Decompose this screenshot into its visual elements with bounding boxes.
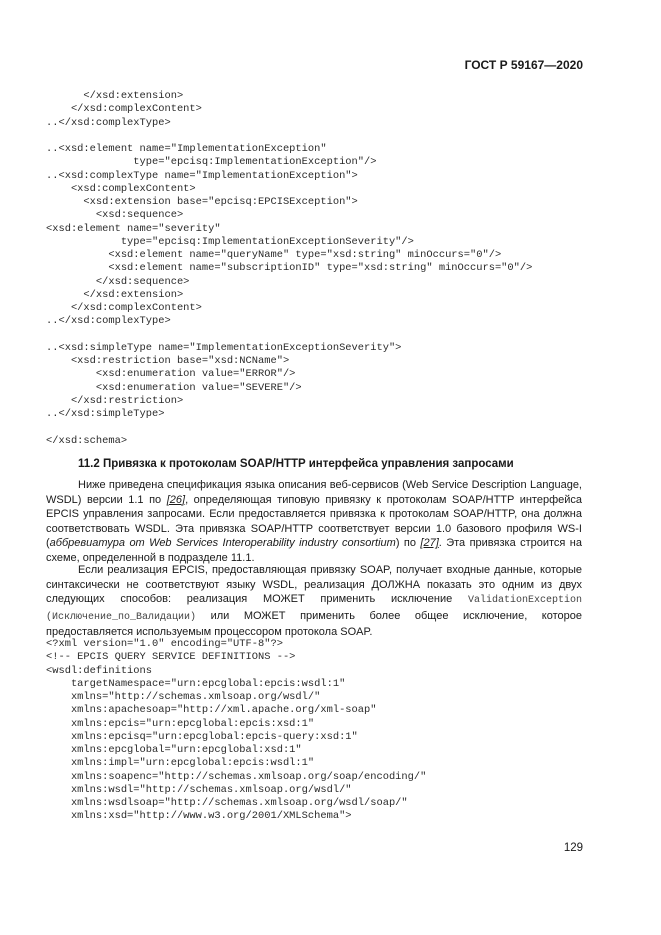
paragraph-text: ) по [395,537,421,550]
code-line: type="epcisq:ImplementationExceptionSeverity"/> [46,235,414,248]
code-line: <wsdl:definitions [46,664,153,677]
reference-link[interactable]: [27] [420,537,439,550]
code-line: targetNamespace="urn:epcglobal:epcis:wsdl:1" [46,677,346,690]
code-line: xmlns="http://schemas.xmlsoap.org/wsdl/" [46,691,321,703]
paragraph-text: или МОЖЕТ применить более общее исключение, которое предоставляется используемым процессором протокола SOAP. [46,609,582,639]
section-title: 11.2 Привязка к протоколам SOAP/HTTP интерфейса управления запросами [78,458,514,470]
code-line: xmlns:epcglobal="urn:epcglobal:xsd:1" [46,744,302,756]
page-header-standard: ГОСТ Р 59167—2020 [464,58,583,72]
paragraph-text: Ниже приведена спецификация языка описания веб-сервисов (Web Service Description Language, WSDL) версии 1.1 по [46,479,582,506]
code-line: <xsd:element name="severity" [46,222,221,235]
code-line: <xsd:element name="queryName" type="xsd:string" minOccurs="0"/> [46,249,502,261]
code-line: xmlns:impl="urn:epcglobal:epcis:wsdl:1" [46,757,315,770]
code-line: <xsd:enumeration value="ERROR"/> [46,368,296,381]
page-number: 129 [563,842,583,854]
paragraph-italic-text: аббревиатура от Web Services Interoperability industry consortium [49,537,396,550]
reference-link[interactable]: [26] [166,493,186,506]
paragraph-soap-validation [46,563,582,640]
code-line: ..<xsd:simpleType name="ImplementationExceptionSeverity"> [46,341,402,354]
code-line: <?xml version="1.0" encoding="UTF-8"?> [46,638,283,650]
paragraph-text: . Эта привязка строится на схеме, определенной в подразделе 11.1. [46,537,582,564]
code-line: xmlns:xsd="http://www.w3.org/2001/XMLSchema"> [46,810,352,823]
code-line: <xsd:complexContent> [46,182,196,195]
code-line: <xsd:sequence> [46,209,184,222]
code-line: </xsd:extension> [46,288,184,301]
code-line: <!-- EPCIS QUERY SERVICE DEFINITIONS --> [46,651,296,664]
code-line: ..<xsd:element name="ImplementationException" [46,143,327,155]
code-line: type="epcisq:ImplementationException"/> [46,156,377,169]
code-line: </xsd:sequence> [46,275,190,288]
code-line: <xsd:extension base="epcisq:EPCISException"> [46,196,358,208]
code-line: xmlns:epcis="urn:epcglobal:epcis:xsd:1" [46,717,315,730]
code-line: ..</xsd:complexType> [46,116,171,129]
code-line: xmlns:wsdlsoap="http://schemas.xmlsoap.org/wsdl/soap/" [46,797,408,809]
paragraph-text: , определяющая типовую привязку к протоколам SOAP/HTTP интерфейса EPCIS управления запросами. Если предоставляется привязка к протоколам SOAP/HTTP, она должна соответствовать WSDL. Эта привязка SOAP/HTTP соответствует версии 1.0 базового профиля WS-I ( [46,493,582,550]
code-line: xmlns:epcisq="urn:epcglobal:epcis-query:xsd:1" [46,730,358,743]
code-line: </xsd:extension> [46,90,184,102]
paragraph-wsdl-intro [46,478,582,566]
code-line: <xsd:restriction base="xsd:NCName"> [46,355,290,367]
code-line: </xsd:schema> [46,434,128,447]
code-line: xmlns:apachesoap="http://xml.apache.org/xml-soap" [46,704,377,717]
xsd-code-block [46,90,532,448]
code-line: ..<xsd:complexType name="ImplementationException"> [46,169,358,182]
code-line: <xsd:element name="subscriptionID" type="xsd:string" minOccurs="0"/> [46,262,533,275]
code-line: <xsd:enumeration value="SEVERE"/> [46,381,302,394]
code-line: xmlns:soapenc="http://schemas.xmlsoap.org/soap/encoding/" [46,770,427,783]
code-line: ..</xsd:complexType> [46,315,171,328]
code-line: </xsd:complexContent> [46,302,202,314]
code-line: ..</xsd:simpleType> [46,408,165,420]
code-line: </xsd:complexContent> [46,103,202,116]
paragraph-text: Если реализация EPCIS, предоставляющая привязку SOAP, получает входные данные, которые синтаксически не соответствуют языку WSDL, реализация ДОЛЖНА показать это одним из двух следующих способов: реализация МОЖЕТ применить исключение [46,564,582,606]
inline-code: ValidationException (Исключение_по_Валидации) [46,595,582,623]
code-line: </xsd:restriction> [46,394,184,407]
wsdl-code-block [46,638,426,824]
code-line: xmlns:wsdl="http://schemas.xmlsoap.org/wsdl/" [46,783,352,796]
